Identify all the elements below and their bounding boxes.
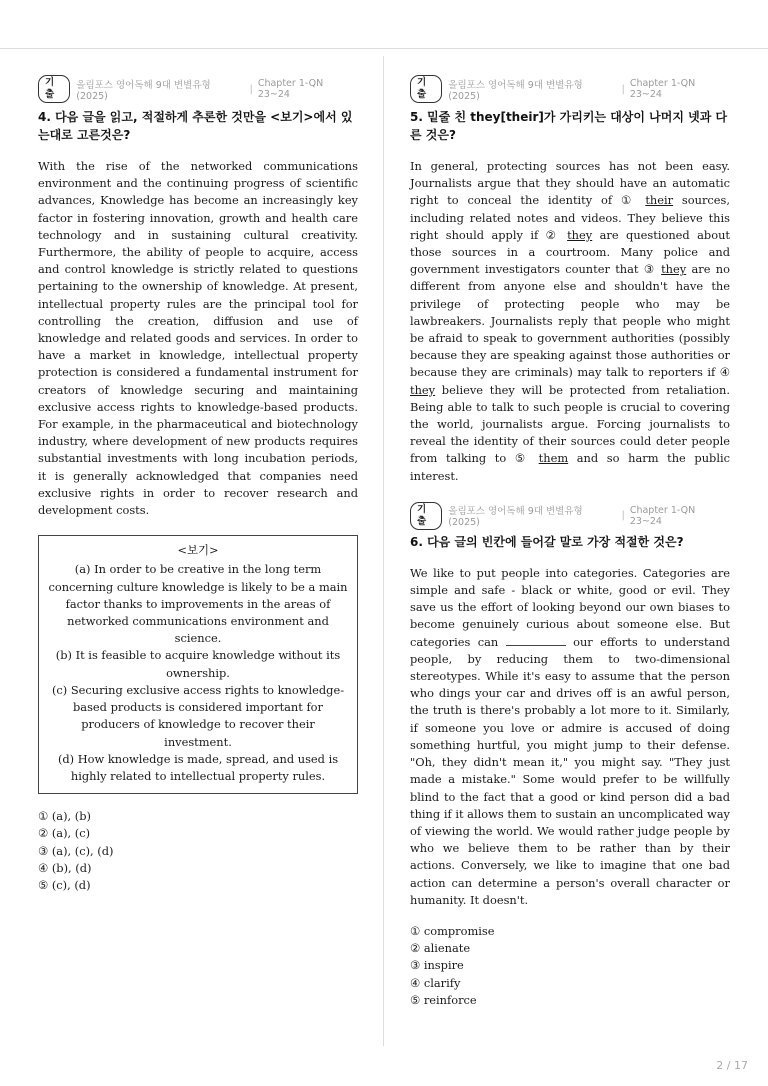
- bogi-item-a: (a) In order to be creative in the long term concerning culture knowledge is likely to be a main factor thanks to improvements in the areas of networked communications environment and science.: [48, 562, 348, 646]
- underlined-word-2: they: [567, 227, 593, 242]
- top-rule: [0, 48, 768, 49]
- passage-text: In general, protecting sources has not been easy. Journalists argue that they should have an automatic right to conceal the identity of ①: [410, 159, 730, 208]
- source-book: 올림포스 영어독해 9대 변별유형 (2025): [448, 506, 583, 529]
- bogi-item-d: (d) How knowledge is made, spread, and used is highly related to intellectual property rules.: [57, 751, 339, 783]
- question-4-passage: With the rise of the networked communications environment and the continuing progress of scientific advances, Knowledge has become an increasingly key factor in fostering innovation, growth and health care technology and in sustaining cultural creativity. Furthermore, the ability of people to acquire, access and control knowledge is strictly related to questions pertaining to the ownership of knowledge. At present, intellectual property rules are the principal tool for controlling the creation, diffusion and use of knowledge and related goods and services. In order to have a market in knowledge, intellectual property protection is considered a fundamental instrument for creators of knowledge securing and maintaining exclusive access rights to knowledge-based products. For example, in the pharmaceutical and biotechnology industry, where development of new products requires substantial investments with long incubation periods, it is generally acknowledged that companies need exclusive rights in order to recover research and development costs.: [38, 159, 358, 518]
- passage-text: We like to put people into categories. Categories are simple and safe - black or white, good or evil. They save us the effort of looking beyond our own biases to become genuinely curious about someone else. But categories can: [410, 565, 730, 649]
- choice-1[interactable]: ① compromise: [410, 923, 495, 938]
- bogi-title: <보기>: [177, 543, 219, 558]
- source-chapter: Chapter 1-QN 23~24: [257, 78, 324, 100]
- underlined-word-5: them: [538, 451, 569, 466]
- passage-text: are no different from anyone else and shouldn't have the privilege of protecting people who may be lawbreakers. Journalists reply that people who might be afraid to speak to government authorities (possibly because they are speaking against those authorities or because they are criminals) may talk to reporters if ④: [410, 262, 730, 380]
- question-meta: [38, 77, 358, 102]
- source-tag: 기출: [410, 502, 442, 530]
- page-number: 2 / 17: [716, 1059, 748, 1072]
- bogi-box: [38, 535, 358, 794]
- underlined-word-1: their: [645, 193, 674, 208]
- question-6-title: 6. 다음 글의 빈칸에 들어갈 말로 가장 적절한 것은?: [410, 534, 684, 549]
- question-4-choices: [38, 808, 358, 894]
- underlined-word-4: they: [410, 382, 436, 397]
- choice-1[interactable]: ① (a), (b): [38, 809, 91, 824]
- meta-separator: |: [249, 83, 253, 95]
- source-book: 올림포스 영어독해 9대 변별유형 (2025): [448, 79, 583, 102]
- bogi-item-b: (b) It is feasible to acquire knowledge without its ownership.: [55, 648, 341, 680]
- passage-text: and so harm the public interest.: [410, 451, 731, 483]
- question-5-title: 5. 밑줄 친 they[their]가 가리키는 대상이 나머지 넷과 다른 것은?: [410, 110, 728, 142]
- choice-3[interactable]: ③ inspire: [410, 958, 464, 973]
- question-6-passage: [410, 565, 730, 909]
- choice-5[interactable]: ⑤ reinforce: [410, 992, 477, 1007]
- choice-2[interactable]: ② alienate: [410, 941, 471, 956]
- choice-3[interactable]: ③ (a), (c), (d): [38, 843, 114, 858]
- passage-text: are questioned about those sources in a courtroom. Many police and government investigators counter that ③: [410, 227, 730, 277]
- answer-blank: [506, 634, 566, 646]
- question-5-passage: [410, 158, 730, 485]
- passage-text: believe they will be protected from retaliation. Being able to talk to such people is crucial to covering the world, journalists argue. Forcing journalists to reveal the identity of their sources could deter people from talking to ⑤: [410, 382, 730, 466]
- bogi-item-c: (c) Securing exclusive access rights to knowledge-based products is considered important for producers of knowledge to recover their investment.: [51, 682, 345, 749]
- question-6-choices: [410, 923, 730, 1009]
- choice-5[interactable]: ⑤ (c), (d): [38, 877, 91, 892]
- meta-separator: |: [621, 83, 625, 95]
- choice-4[interactable]: ④ (b), (d): [38, 860, 92, 875]
- source-chapter: Chapter 1-QN 23~24: [629, 78, 696, 100]
- column-divider: [383, 56, 384, 1046]
- underlined-word-3: they: [661, 262, 687, 277]
- question-4-title: 4. 다음 글을 읽고, 적절하게 추론한 것만을 <보기>에서 있는대로 고른것은?: [38, 110, 353, 142]
- meta-separator: |: [621, 510, 625, 522]
- choice-4[interactable]: ④ clarify: [410, 975, 461, 990]
- question-6-section: [410, 503, 730, 1009]
- source-tag: 기출: [410, 75, 442, 103]
- choice-2[interactable]: ② (a), (c): [38, 826, 91, 841]
- source-chapter: Chapter 1-QN 23~24: [629, 504, 696, 527]
- passage-text: sources, including related notes and videos. They believe this right should apply if ②: [410, 193, 730, 242]
- right-column: [410, 77, 731, 1009]
- question-meta: [410, 77, 730, 102]
- source-book: 올림포스 영어독해 9대 변별유형 (2025): [76, 79, 211, 102]
- passage-text: our efforts to understand people, by reducing them to two-dimensional stereotypes. While it's easy to assume that the person who dings your car and drives off is an awful person, the truth is there's probably a lot more to it. Similarly, if someone you love or admire is accused of doing something hurtful, you might jump to their defense. "Oh, they didn't mean it," you might say. "They just made a mistake." Some would prefer to be willfully blind to the fact that a good or kind person did a bad thing if it allows them to sustain an uncomplicated way of viewing the world. We would rather judge people by who we believe them to be rather than by their actions. Conversely, we like to imagine that one bad action can determine a person's overall character or humanity. It doesn't.: [410, 634, 730, 907]
- question-meta: [410, 503, 730, 529]
- source-tag: 기출: [38, 75, 70, 103]
- left-column: [38, 77, 358, 894]
